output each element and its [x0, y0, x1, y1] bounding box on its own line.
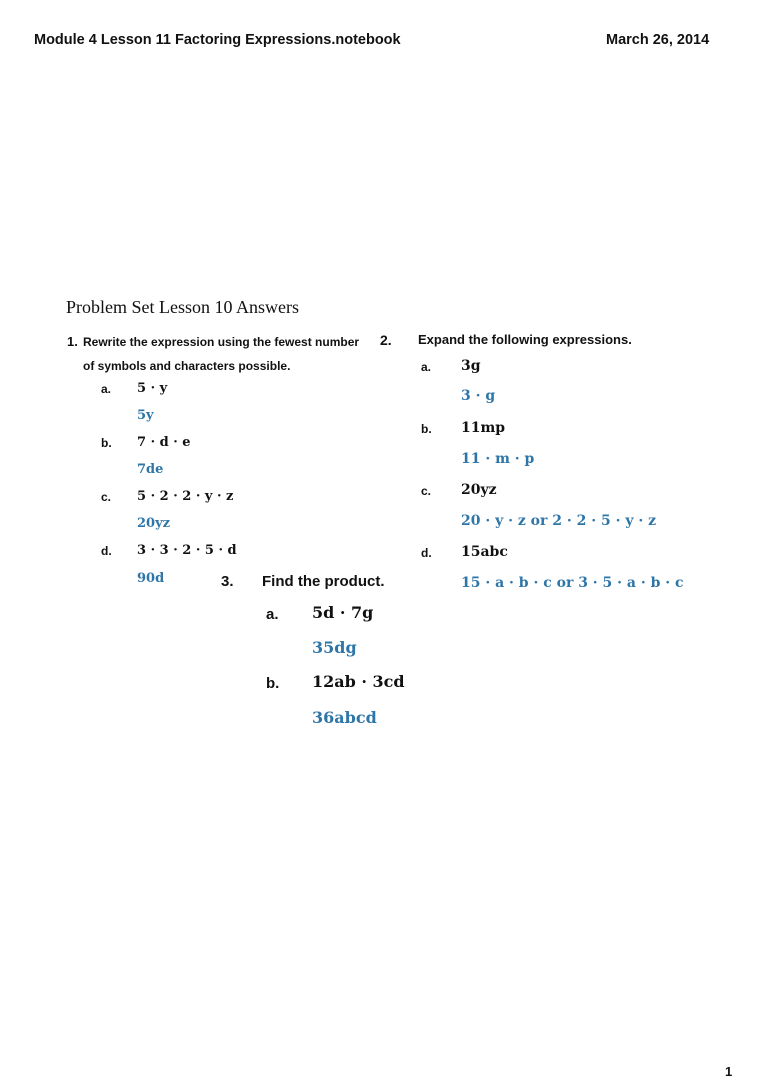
problem-1b-answer: 7de	[137, 462, 164, 477]
page-number: 1	[725, 1064, 733, 1079]
problem-1-prompt-line2: of symbols and characters possible.	[83, 359, 291, 373]
problem-2a-expression: 3g	[461, 358, 481, 374]
problem-1b-expression: 7 · d · e	[137, 435, 191, 450]
problem-2a-answer: 3 · g	[461, 388, 496, 404]
problem-1d-expression: 3 · 3 · 2 · 5 · d	[137, 543, 237, 558]
problem-1c-expression: 5 · 2 · 2 · y · z	[137, 489, 234, 504]
problem-2d-answer: 15 · a · b · c or 3 · 5 · a · b · c	[461, 575, 684, 591]
problem-set-title: Problem Set Lesson 10 Answers	[66, 297, 299, 317]
problem-1d-label: d.	[101, 544, 112, 558]
problem-3b-label: b.	[266, 675, 280, 692]
document-title: Module 4 Lesson 11 Factoring Expressions.notebook	[34, 32, 401, 48]
problem-1a-label: a.	[101, 382, 112, 396]
problem-3b-expression: 12ab · 3cd	[312, 672, 405, 691]
problem-2c-label: c.	[421, 484, 432, 498]
problem-2d-expression: 15abc	[461, 544, 508, 560]
problem-1c-answer: 20yz	[137, 516, 171, 531]
problem-3a-answer: 35dg	[312, 638, 357, 657]
problem-1-prompt-line1: Rewrite the expression using the fewest number	[83, 335, 360, 349]
problem-2b-answer: 11 · m · p	[461, 451, 535, 467]
problem-2-prompt: Expand the following expressions.	[418, 332, 632, 347]
problem-2b-expression: 11mp	[461, 420, 506, 436]
problem-3a-expression: 5d · 7g	[312, 603, 374, 622]
document-date: March 26, 2014	[606, 32, 710, 48]
problem-1c-label: c.	[101, 490, 112, 504]
problem-1a-answer: 5y	[137, 408, 154, 423]
problem-3b-answer: 36abcd	[312, 708, 377, 727]
problem-1d-answer: 90d	[137, 571, 165, 586]
problem-2c-answer: 20 · y · z or 2 · 2 · 5 · y · z	[461, 513, 657, 529]
problem-3-number: 3.	[221, 573, 234, 590]
problem-2a-label: a.	[421, 360, 432, 374]
problem-2c-expression: 20yz	[461, 482, 497, 498]
problem-2d-label: d.	[421, 546, 432, 560]
problem-2-number: 2.	[380, 332, 392, 348]
problem-3a-label: a.	[266, 606, 279, 623]
problem-1b-label: b.	[101, 436, 112, 450]
problem-2b-label: b.	[421, 422, 432, 436]
problem-1-number: 1.	[67, 334, 78, 349]
problem-1a-expression: 5 · y	[137, 381, 168, 396]
problem-3-prompt: Find the product.	[262, 573, 385, 590]
